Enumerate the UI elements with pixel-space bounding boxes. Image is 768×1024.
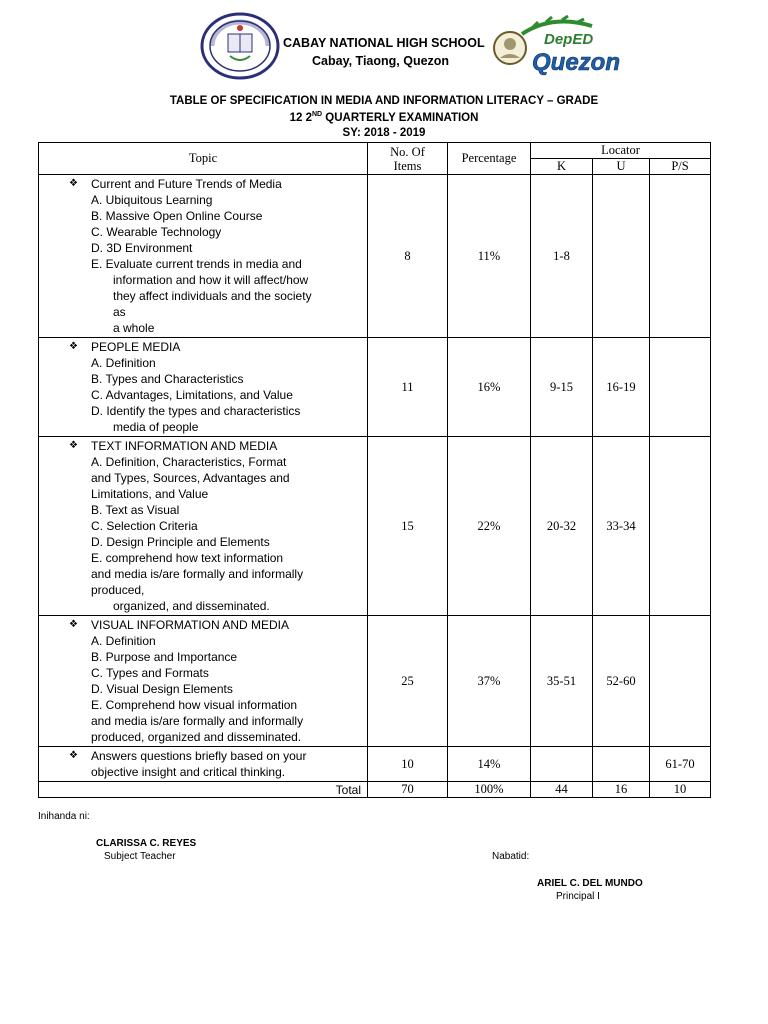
topic-line: they affect individuals and the society — [113, 289, 312, 303]
u-cell: 33-34 — [593, 437, 650, 616]
school-name: CABAY NATIONAL HIGH SCHOOL — [283, 36, 485, 50]
header-u: U — [593, 159, 650, 175]
topic-line: produced, — [91, 583, 145, 597]
topic-line: D. Visual Design Elements — [91, 682, 233, 696]
total-percentage: 100% — [448, 782, 531, 798]
document-header — [0, 8, 768, 88]
topic-main: ❖ PEOPLE MEDIA — [91, 339, 363, 355]
document-title-line1: TABLE OF SPECIFICATION IN MEDIA AND INFORMATION LITERACY – GRADE — [169, 95, 599, 107]
header-ps: P/S — [650, 159, 711, 175]
header-percentage: Percentage — [448, 143, 531, 175]
topic-line: C. Advantages, Limitations, and Value — [91, 388, 293, 402]
svg-text:DepED: DepED — [544, 31, 594, 48]
teacher-title: Subject Teacher — [104, 851, 176, 862]
header-topic: Topic — [39, 143, 368, 175]
topic-cell — [39, 338, 368, 437]
topic-cell — [39, 747, 368, 782]
ps-cell — [650, 338, 711, 437]
topic-line: a whole — [113, 321, 155, 335]
topic-line: A. Ubiquitous Learning — [91, 193, 213, 207]
topic-line: and media is/are formally and informally — [91, 567, 304, 581]
k-cell: 1-8 — [531, 175, 593, 338]
topic-line: as — [113, 305, 126, 319]
topic-cell — [39, 616, 368, 747]
percentage-cell: 16% — [448, 338, 531, 437]
topic-line: A. Definition, Characteristics, Format — [91, 455, 287, 469]
percentage-cell: 22% — [448, 437, 531, 616]
items-cell: 10 — [368, 747, 448, 782]
total-row — [39, 782, 711, 798]
topic-line: and Types, Sources, Advantages and — [91, 471, 290, 485]
topic-line: information and how it will affect/how — [113, 273, 309, 287]
topic-main: ❖ Current and Future Trends of Media — [91, 176, 363, 192]
table-row — [39, 437, 711, 616]
topic-line: C. Types and Formats — [91, 666, 209, 680]
svg-text:Quezon: Quezon — [532, 49, 620, 76]
total-items: 70 — [368, 782, 448, 798]
ps-cell: 61-70 — [650, 747, 711, 782]
topic-line: B. Text as Visual — [91, 503, 180, 517]
table-row — [39, 338, 711, 437]
topic-line: media of people — [113, 420, 199, 434]
school-year: SY: 2018 - 2019 — [342, 127, 426, 139]
k-cell: 35-51 — [531, 616, 593, 747]
percentage-cell: 37% — [448, 616, 531, 747]
teacher-name: CLARISSA C. REYES — [96, 838, 197, 849]
items-cell: 11 — [368, 338, 448, 437]
table-row — [39, 616, 711, 747]
total-k: 44 — [531, 782, 593, 798]
items-cell: 15 — [368, 437, 448, 616]
topic-line: C. Wearable Technology — [91, 225, 222, 239]
specification-table — [38, 142, 711, 798]
u-cell: 16-19 — [593, 338, 650, 437]
ps-cell — [650, 616, 711, 747]
school-location: Cabay, Tiaong, Quezon — [312, 54, 450, 68]
ps-cell — [650, 175, 711, 338]
percentage-cell: 11% — [448, 175, 531, 338]
topic-line: B. Purpose and Importance — [91, 650, 238, 664]
topic-cell — [39, 175, 368, 338]
items-cell: 25 — [368, 616, 448, 747]
topic-main: ❖ TEXT INFORMATION AND MEDIA — [91, 438, 363, 454]
u-cell — [593, 747, 650, 782]
k-cell: 20-32 — [531, 437, 593, 616]
topic-line: produced, organized and disseminated. — [91, 730, 302, 744]
topic-line: B. Types and Characteristics — [91, 372, 244, 386]
topic-line: D. Identify the types and characteristics — [91, 404, 301, 418]
u-cell — [593, 175, 650, 338]
percentage-cell: 14% — [448, 747, 531, 782]
table-row — [39, 175, 711, 338]
header-locator: Locator — [531, 143, 711, 159]
topic-line: E. comprehend how text information — [91, 551, 284, 565]
topic-main: ❖ VISUAL INFORMATION AND MEDIA — [91, 617, 363, 633]
topic-line: A. Definition — [91, 356, 156, 370]
topic-line: A. Definition — [91, 634, 156, 648]
topic-cell — [39, 437, 368, 616]
topic-line: D. Design Principle and Elements — [91, 535, 270, 549]
topic-line: Limitations, and Value — [91, 487, 209, 501]
document-title-line2: 12 2ND QUARTERLY EXAMINATION — [289, 111, 479, 124]
school-seal-icon — [200, 12, 280, 80]
topic-line: E. Comprehend how visual information — [91, 698, 298, 712]
principal-title: Principal I — [556, 891, 600, 902]
u-cell: 52-60 — [593, 616, 650, 747]
table-header-row — [39, 143, 711, 159]
topic-line: E. Evaluate current trends in media and — [91, 257, 302, 271]
total-label: Total — [39, 782, 368, 798]
noted-by-label: Nabatid: — [492, 851, 530, 862]
topic-line: objective insight and critical thinking. — [91, 765, 286, 779]
k-cell — [531, 747, 593, 782]
topic-line: organized, and disseminated. — [113, 599, 270, 613]
k-cell: 9-15 — [531, 338, 593, 437]
ps-cell — [650, 437, 711, 616]
topic-line: D. 3D Environment — [91, 241, 193, 255]
topic-line: B. Massive Open Online Course — [91, 209, 263, 223]
deped-quezon-logo-icon — [492, 14, 620, 82]
topic-main: ❖ Answers questions briefly based on your — [91, 748, 363, 764]
topic-line: C. Selection Criteria — [91, 519, 198, 533]
total-u: 16 — [593, 782, 650, 798]
principal-name: ARIEL C. DEL MUNDO — [537, 878, 643, 889]
topic-line: and media is/are formally and informally — [91, 714, 304, 728]
table-row — [39, 747, 711, 782]
prepared-by-label: Inihanda ni: — [38, 811, 90, 822]
total-ps: 10 — [650, 782, 711, 798]
header-k: K — [531, 159, 593, 175]
items-cell: 8 — [368, 175, 448, 338]
header-items: No. Of Items — [368, 143, 448, 175]
